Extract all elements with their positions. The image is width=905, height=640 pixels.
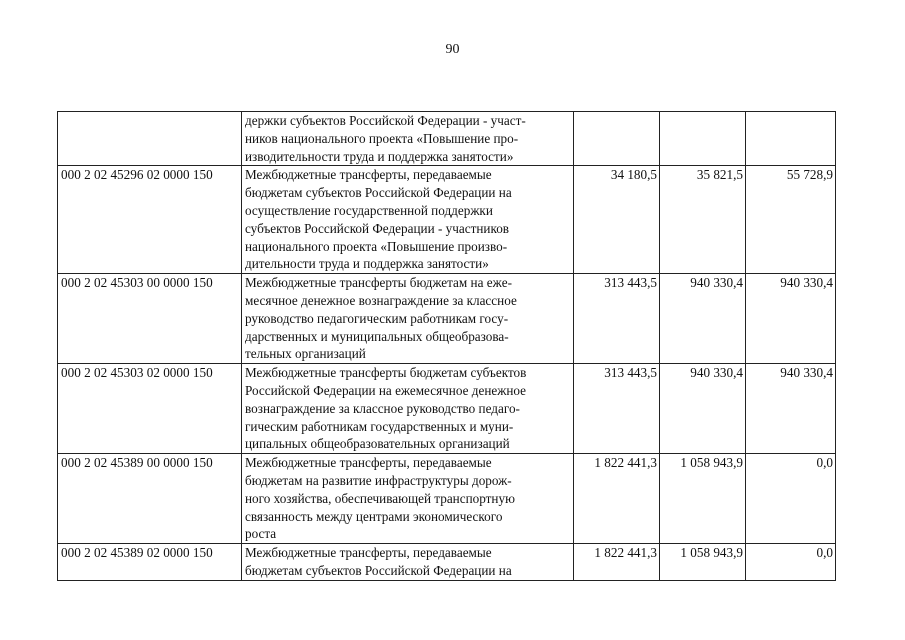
budget-code-cell: 000 2 02 45303 02 0000 150	[58, 364, 242, 454]
table-row	[58, 274, 836, 364]
budget-code-cell: 000 2 02 45303 00 0000 150	[58, 274, 242, 364]
transfer-name-line: бюджетам на развитие инфраструктуры дорож-	[245, 472, 512, 488]
amount-cell-year-2: 35 821,5	[660, 166, 746, 274]
amount-cell-year-1	[574, 112, 660, 166]
amount-cell-year-3: 940 330,4	[746, 274, 836, 364]
transfer-name-cell	[242, 166, 574, 274]
table-row	[58, 364, 836, 454]
transfer-name-line: национального проекта «Повышение произво-	[245, 238, 508, 254]
page-number: 90	[445, 42, 460, 57]
amount-cell-year-2: 1 058 943,9	[660, 454, 746, 544]
table-row	[58, 112, 836, 166]
transfer-name-line: связанность между центрами экономического	[245, 508, 503, 524]
amount-cell-year-1: 313 443,5	[574, 274, 660, 364]
transfer-name-line: гическим работникам государственных и муни-	[245, 418, 514, 434]
amount-cell-year-2: 940 330,4	[660, 274, 746, 364]
amount-cell-year-3: 0,0	[746, 454, 836, 544]
budget-table	[57, 111, 836, 581]
transfer-name-line: держки субъектов Российской Федерации - участ-	[245, 113, 526, 128]
transfer-name-line: ного хозяйства, обеспечивающей транспортную	[245, 490, 515, 506]
transfer-name-line: ников национального проекта «Повышение про-	[245, 130, 519, 146]
transfer-name-line: руководство педагогическим работникам госу-	[245, 310, 509, 326]
transfer-name-line: осуществление государственной поддержки	[245, 202, 493, 218]
table-row	[58, 454, 836, 544]
transfer-name-line: вознаграждение за классное руководство педаго-	[245, 400, 520, 416]
amount-cell-year-1: 34 180,5	[574, 166, 660, 274]
transfer-name-line: Межбюджетные трансферты бюджетам на ежe-	[245, 275, 512, 291]
amount-cell-year-3: 0,0	[746, 544, 836, 581]
amount-cell-year-2: 940 330,4	[660, 364, 746, 454]
transfer-name-line: месячное денежное вознаграждение за классное	[245, 292, 517, 308]
transfer-name-line: изводительности труда и поддержка занятости»	[245, 148, 514, 164]
transfer-name-line: дительности труда и поддержка занятости»	[245, 256, 489, 272]
amount-cell-year-1: 313 443,5	[574, 364, 660, 454]
transfer-name-cell	[242, 544, 574, 581]
transfer-name-cell	[242, 112, 574, 166]
amount-cell-year-2: 1 058 943,9	[660, 544, 746, 581]
transfer-name-line: Межбюджетные трансферты бюджетам субъектов	[245, 365, 527, 381]
transfer-name-line: дарственных и муниципальных общеобразова-	[245, 328, 509, 344]
transfer-name-line: роста	[245, 526, 277, 542]
transfer-name-line: Межбюджетные трансферты, передаваемые	[245, 545, 492, 561]
transfer-name-line: бюджетам субъектов Российской Федерации на	[245, 562, 512, 578]
transfer-name-line: Российской Федерации на ежемесячное денежное	[245, 382, 527, 398]
amount-cell-year-1: 1 822 441,3	[574, 454, 660, 544]
transfer-name-line: тельных организаций	[245, 346, 366, 362]
transfer-name-line: Межбюджетные трансферты, передаваемые	[245, 455, 492, 471]
table-row	[58, 166, 836, 274]
table-row	[58, 544, 836, 581]
budget-table-body	[58, 112, 836, 581]
transfer-name-cell	[242, 274, 574, 364]
budget-code-cell	[58, 112, 242, 166]
transfer-name-cell	[242, 454, 574, 544]
transfer-name-cell	[242, 364, 574, 454]
amount-cell-year-1: 1 822 441,3	[574, 544, 660, 581]
amount-cell-year-3	[746, 112, 836, 166]
transfer-name-line: субъектов Российской Федерации - участников	[245, 220, 510, 236]
amount-cell-year-2	[660, 112, 746, 166]
transfer-name-line: бюджетам субъектов Российской Федерации на	[245, 185, 512, 201]
budget-code-cell: 000 2 02 45389 00 0000 150	[58, 454, 242, 544]
amount-cell-year-3: 55 728,9	[746, 166, 836, 274]
budget-code-cell: 000 2 02 45389 02 0000 150	[58, 544, 242, 581]
transfer-name-line: ципальных общеобразовательных организаций	[245, 436, 510, 452]
amount-cell-year-3: 940 330,4	[746, 364, 836, 454]
budget-code-cell: 000 2 02 45296 02 0000 150	[58, 166, 242, 274]
transfer-name-line: Межбюджетные трансферты, передаваемые	[245, 167, 492, 183]
